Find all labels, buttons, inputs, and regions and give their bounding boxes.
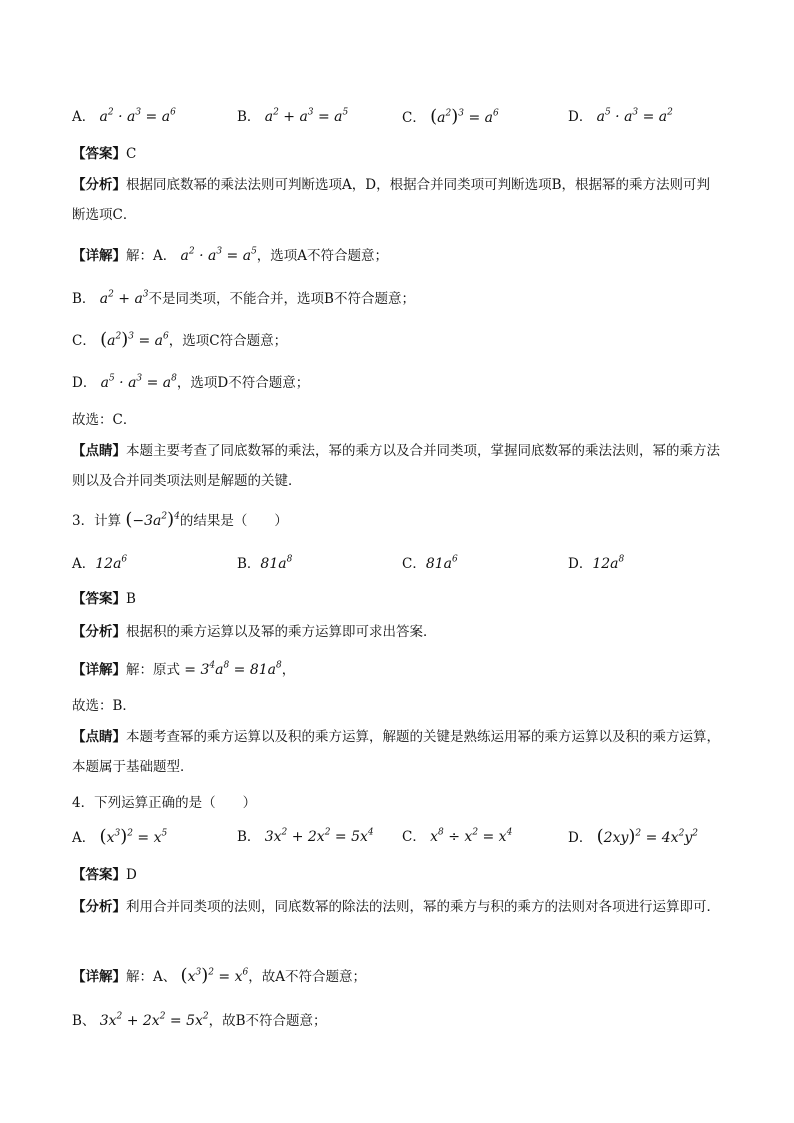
q4-option-c: C． $x^8 \div x^2 = x^4$ xyxy=(402,827,513,845)
q4-detail-b: B、 $3x^2 + 2x^2 = 5x^2$，故B不符合题意； xyxy=(72,1011,327,1029)
q3-analysis: 【分析】根据积的乘方运算以及幂的乘方运算即可求出答案． xyxy=(72,624,437,640)
q3-comment: 【点睛】本题考查幂的乘方运算以及积的乘方运算，解题的关键是熟练运用幂的乘方运算以及积的乘方运算，本题属于基础题型． xyxy=(72,729,720,775)
q4-analysis: 【分析】利用合并同类项的法则，同底数幂的除法的法则，幂的乘方与积的乘方的法则对各项进行运算即可． xyxy=(72,899,720,915)
q3-option-a: A．$12a^6$ xyxy=(72,554,128,572)
q2-choose: 故选：C． xyxy=(72,412,137,428)
q3-option-b: B．$81a^8$ xyxy=(237,554,293,572)
q2-detail-a: 【详解】解：A． $a^2 \cdot a^3 = a^5$，选项A不符合题意； xyxy=(72,246,389,264)
q4-answer: 【答案】D xyxy=(72,867,137,883)
q4-detail-a: 【详解】解：A、 $(x^3)^2 = x^6$，故A不符合题意； xyxy=(72,965,366,986)
q4-stem: 4．下列运算正确的是（ ） xyxy=(72,795,257,811)
q2-detail-c: C． $(a^2)^3 = a^6$，选项C符合题意； xyxy=(72,329,288,350)
q3-choose: 故选：B． xyxy=(72,698,136,714)
q2-detail-d: D． $a^5 \cdot a^3 = a^8$，选项D不符合题意； xyxy=(72,373,310,391)
q4-options-row xyxy=(72,828,722,848)
q2-option-d: D． $a^5 \cdot a^3 = a^2$ xyxy=(568,107,673,125)
q3-options-row xyxy=(72,555,722,575)
q2-answer: 【答案】C xyxy=(72,146,137,162)
q2-option-a: A． $a^2 \cdot a^3 = a^6$ xyxy=(72,107,176,125)
q2-options-row xyxy=(72,108,722,128)
q3-stem: 3．计算 $(-3a^2)^4$的结果是（ ） xyxy=(72,509,288,530)
q3-option-c: C．$81a^6$ xyxy=(402,554,458,572)
q3-option-d: D．$12a^8$ xyxy=(568,554,625,572)
q2-analysis: 【分析】根据同底数幂的乘法法则可判断选项A，D，根据合并同类项可判断选项B，根据幂的乘方法则可判断选项C． xyxy=(72,177,710,223)
q2-option-b: B． $a^2 + a^3 = a^5$ xyxy=(237,107,349,125)
q4-option-a: A． $(x^3)^2 = x^5$ xyxy=(72,826,168,847)
q2-option-c: C． $(a^2)^3 = a^6$ xyxy=(402,106,499,127)
q4-option-d: D． $(2xy)^2 = 4x^2y^2$ xyxy=(568,826,698,847)
q2-detail-b: B． $a^2 + a^3$不是同类项，不能合并，选项B不符合题意； xyxy=(72,289,415,307)
q2-comment: 【点睛】本题主要考查了同底数幂的乘法，幂的乘方以及合并同类项，掌握同底数幂的乘法法则，幂的乘方法则以及合并同类项法则是解题的关键． xyxy=(72,443,720,489)
q3-answer: 【答案】B xyxy=(72,591,136,607)
q3-detail: 【详解】解：原式 = $3^4a^8 = 81a^8$， xyxy=(72,660,296,678)
q4-option-b: B． $3x^2 + 2x^2 = 5x^4$ xyxy=(237,827,374,845)
